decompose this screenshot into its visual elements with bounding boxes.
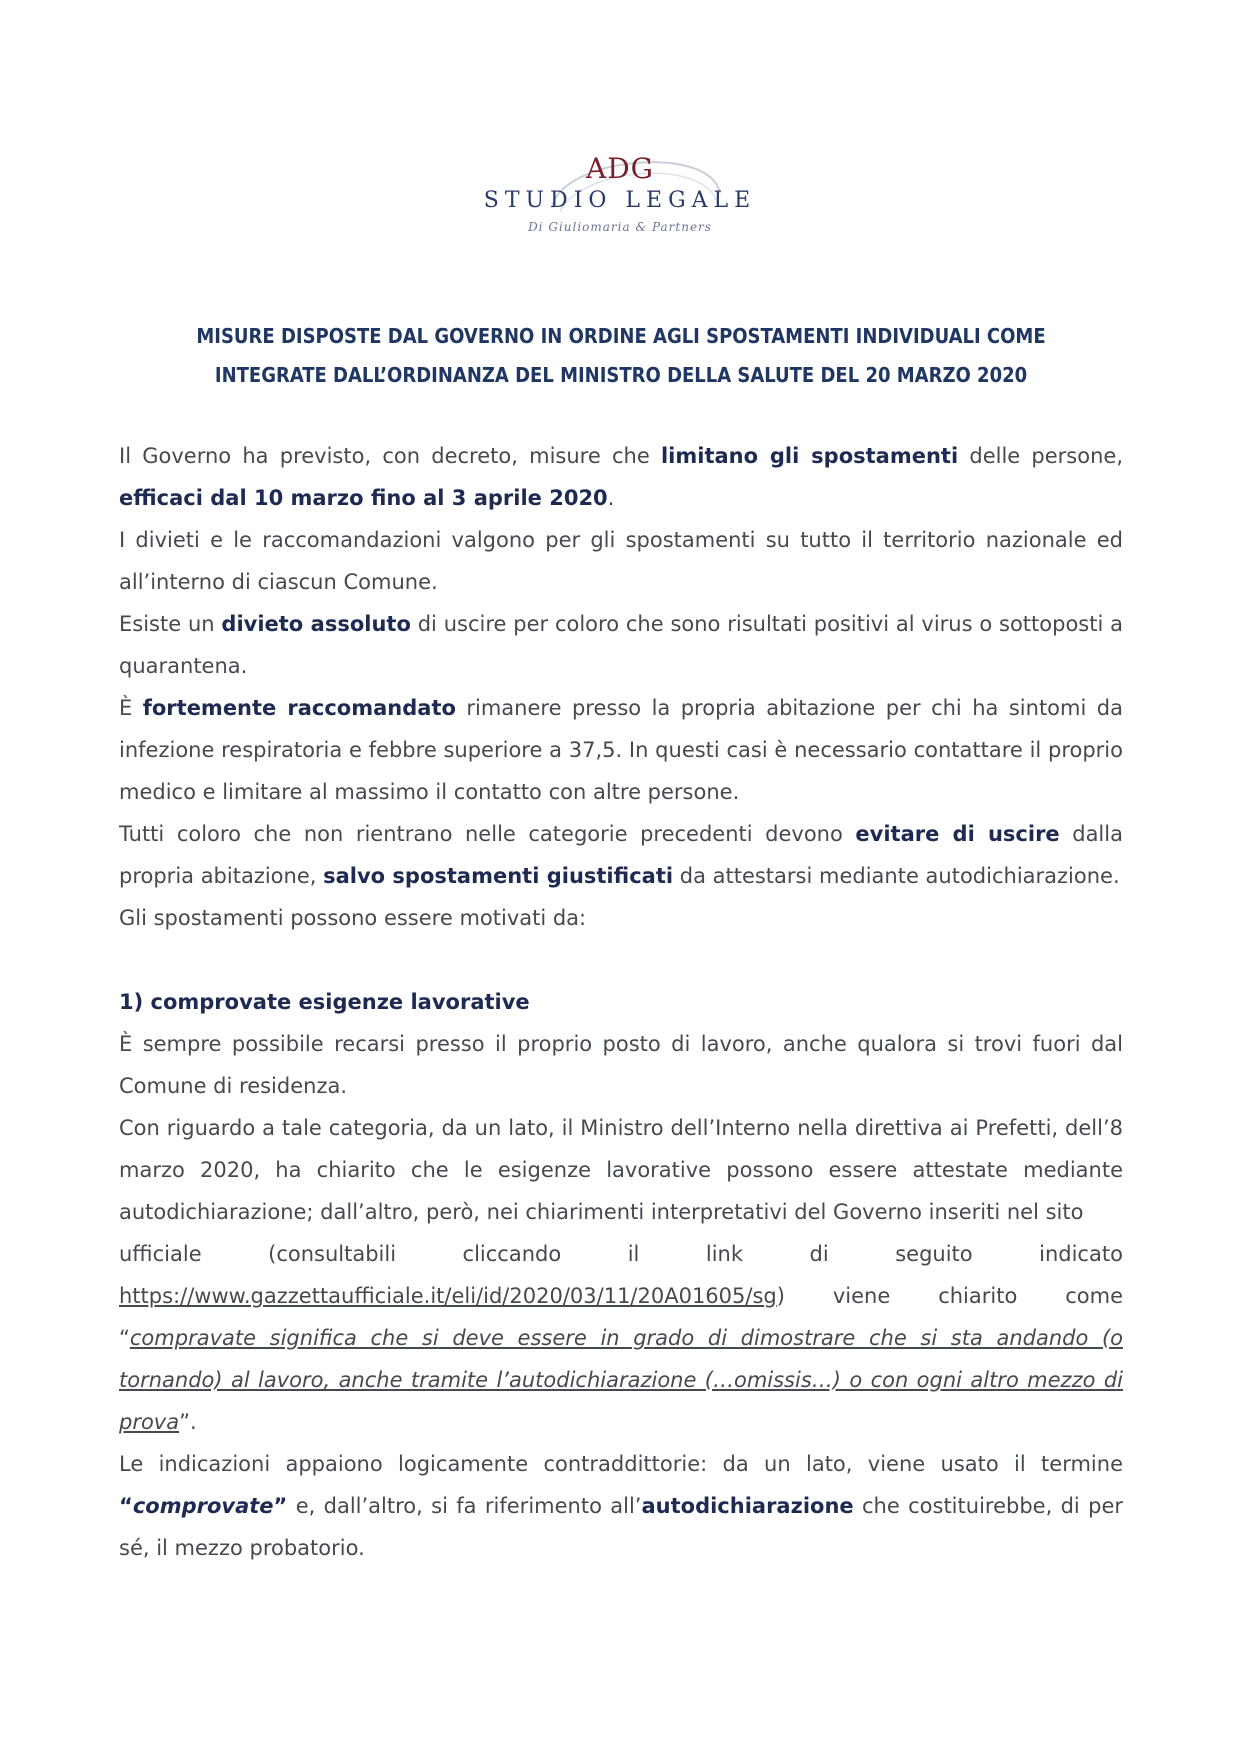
gazzetta-link[interactable]: https://www.gazzettaufficiale.it/eli/id/2020/03/11/20A01605/sg — [119, 1284, 777, 1308]
paragraph-9: Le indicazioni appaiono logicamente contraddittorie: da un lato, viene usato il termine “comprovate” e, dall’altro, si fa riferimento all’autodichiarazione che costituirebbe, di per sé, il mezzo probatorio. — [119, 1452, 1123, 1560]
paragraph-2: I divieti e le raccomandazioni valgono per gli spostamenti su tutto il territorio nazionale ed all’interno di ciascun Comune. — [119, 528, 1123, 594]
logo-tagline: Di Giuliomaria & Partners — [528, 220, 712, 234]
paragraph-8-spaced-line: ufficiale (consultabili cliccando il link di seguito indicato — [119, 1242, 1123, 1266]
paragraph-3: Esiste un divieto assoluto di uscire per coloro che sono risultati positivi al virus o sottoposti a quarantena. — [119, 612, 1123, 678]
paragraph-1: Il Governo ha previsto, con decreto, misure che limitano gli spostamenti delle persone, efficaci dal 10 marzo fino al 3 aprile 2020. — [119, 444, 1124, 510]
title-line-1: MISURE DISPOSTE DAL GOVERNO IN ORDINE AGLI SPOSTAMENTI INDIVIDUALI COME — [196, 324, 1046, 348]
document-title — [118, 317, 1124, 395]
paragraph-6: Gli spostamenti possono essere motivati da: — [119, 906, 587, 930]
title-line-2: INTEGRATE DALL’ORDINANZA DEL MINISTRO DELLA SALUTE DEL 20 MARZO 2020 — [214, 363, 1028, 387]
document-body — [119, 435, 1123, 1569]
paragraph-4: È fortemente raccomandato rimanere presso la propria abitazione per chi ha sintomi da infezione respiratoria e febbre superiore a 37,5. In questi casi è necessario contattare il proprio medico e limitare al massimo il contatto con altre persone. — [119, 696, 1123, 804]
paragraph-5: Tutti coloro che non rientrano nelle categorie precedenti devono evitare di uscire dalla propria abitazione, salvo spostamenti giustificati da attestarsi mediante autodichiarazione. — [119, 822, 1123, 888]
paragraph-8-continued: https://www.gazzettaufficiale.it/eli/id/2020/03/11/20A01605/sg) viene chiarito come “compravate significa che si deve essere in grado di dimostrare che si sta andando (o tornando) al lavoro, anche tramite l’autodichiarazione (…omissis…) o con ogni altro mezzo di prova”. — [119, 1284, 1123, 1434]
logo-firm-name: STUDIO LEGALE — [483, 188, 757, 213]
government-quote: compravate significa che si deve essere in grado di dimostrare che si sta andando (o tornando) al lavoro, anche tramite l’autodichiarazione (…omissis…) o con ogni altro mezzo di prova — [119, 1326, 1123, 1434]
paragraph-8: Con riguardo a tale categoria, da un lato, il Ministro dell’Interno nella direttiva ai Prefetti, dell’8 marzo 2020, ha chiarito che le esigenze lavorative possono essere attestate mediante autodichiarazione; dall’altro, però, nei chiarimenti interpretativi del Governo inseriti nel sito — [119, 1116, 1123, 1224]
logo-initials: ADG — [585, 152, 655, 185]
paragraph-7: È sempre possibile recarsi presso il proprio posto di lavoro, anche qualora si trovi fuori dal Comune di residenza. — [119, 1032, 1123, 1098]
firm-logo — [440, 130, 800, 245]
section-heading-1: 1) comprovate esigenze lavorative — [119, 990, 530, 1014]
